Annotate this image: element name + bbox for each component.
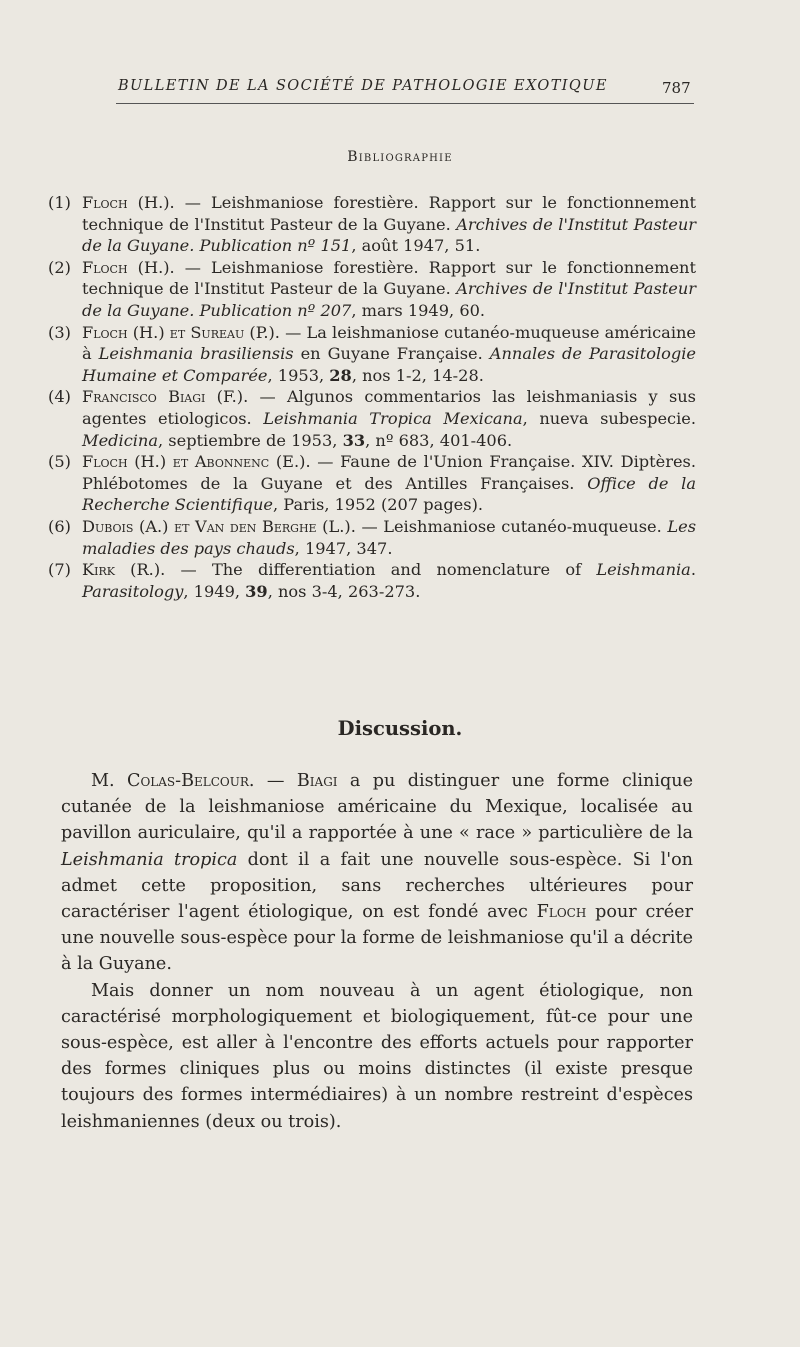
reference-journal: Parasitology bbox=[82, 581, 184, 601]
running-head: BULLETIN DE LA SOCIÉTÉ DE PATHOLOGIE EXOTIQUE bbox=[118, 78, 608, 94]
reference-volume: 33 bbox=[342, 430, 366, 450]
cited-author: Biagi bbox=[296, 771, 338, 791]
reference-journal: Office de la Recherche Scientifique bbox=[82, 473, 697, 515]
reference-author: Francisco Biagi (F.). bbox=[82, 387, 249, 407]
species-name: Leishmania tropica bbox=[61, 849, 238, 870]
header-rule bbox=[116, 103, 694, 104]
reference-species: Leishmania bbox=[596, 560, 691, 580]
reference-author: Floch (H.). bbox=[82, 193, 175, 212]
reference-number: (3) bbox=[48, 322, 71, 342]
reference-number: (2) bbox=[48, 257, 71, 277]
reference-item bbox=[48, 559, 696, 602]
reference-text: Kirk (R.). — The differentiation and nomenclature of Leishmania. Parasitology, 1949, 39, nos 3-4, 263-273. bbox=[82, 560, 696, 601]
reference-text: Francisco Biagi (F.). — Algunos commentarios las leishmaniasis y sus agentes etiologicos. Leishmania Tropica Mexicana, nueva subespecie. Medicina, septiembre de 1953, 33, nº 683, 401-406. bbox=[82, 387, 697, 450]
reference-text: Floch (H.). — Leishmaniose forestière. Rapport sur le fonctionnement technique de l'Institut Pasteur de la Guyane. Archives de l'Institut Pasteur de la Guyane. Publication nº 151, août 1947, 51. bbox=[82, 193, 696, 256]
reference-species: Leishmania brasiliensis bbox=[98, 344, 294, 364]
reference-item bbox=[48, 322, 696, 387]
reference-number: (7) bbox=[48, 560, 71, 580]
reference-number: (1) bbox=[48, 193, 71, 212]
reference-item bbox=[48, 257, 696, 322]
reference-author: Floch (H.) et Sureau (P.). bbox=[82, 322, 280, 342]
reference-volume: 28 bbox=[329, 365, 352, 385]
reference-author: Floch (H.) et Abonnenc (E.). bbox=[82, 452, 311, 472]
reference-journal: Medicina bbox=[82, 430, 159, 450]
reference-list bbox=[48, 192, 696, 602]
reference-text: Dubois (A.) et Van den Berghe (L.). — Leishmaniose cutanéo-muqueuse. Les maladies des pays chauds, 1947, 347. bbox=[82, 516, 696, 558]
page-number: 787 bbox=[662, 79, 691, 97]
reference-number: (6) bbox=[48, 516, 71, 536]
reference-text: Floch (H.) et Sureau (P.). — La leishmaniose cutanéo-muqueuse américaine à Leishmania brasiliensis en Guyane Française. Annales de Parasitologie Humaine et Comparée, 1953, 28, nos 1-2, 14-28. bbox=[82, 322, 697, 385]
reference-text: Floch (H.) et Abonnenc (E.). — Faune de l'Union Française. XIV. Diptères. Phlébotomes de la Guyane et des Antilles Françaises. Office de la Recherche Scientifique, Paris, 1952 (207 pages). bbox=[82, 452, 697, 515]
reference-journal: Annales de Parasitologie Humaine et Comparée bbox=[82, 344, 696, 385]
reference-journal: Les maladies des pays chauds bbox=[82, 516, 696, 558]
bibliography-heading: Bibliographie bbox=[347, 149, 453, 165]
cited-author: Floch bbox=[536, 902, 587, 923]
reference-number: (5) bbox=[48, 452, 71, 472]
reference-species: Leishmania Tropica Mexicana bbox=[263, 408, 523, 428]
discussion-body bbox=[61, 768, 693, 1135]
discussion-paragraph: Mais donner un nom nouveau à un agent étiologique, non caractérisé morphologiquement et biologiquement, fût-ce pour une sous-espèce, est aller à l'encontre des efforts actuels pour rapporter des formes cliniques plus ou moins distinctes (il existe presque toujours des formes intermédiaires) à un nombre restreint d'espèces leishmaniennes (deux ou trois). bbox=[61, 980, 693, 1132]
reference-item bbox=[48, 192, 696, 257]
reference-author: Kirk (R.). bbox=[82, 560, 166, 580]
reference-text: Floch (H.). — Leishmaniose forestière. Rapport sur le fonctionnement technique de l'Institut Pasteur de la Guyane. Archives de l'Institut Pasteur de la Guyane. Publication nº 207, mars 1949, 60. bbox=[82, 257, 696, 320]
reference-volume: 39 bbox=[245, 581, 268, 601]
reference-item bbox=[48, 516, 696, 559]
speaker-name: M. Colas-Belcour. bbox=[91, 771, 255, 791]
reference-item bbox=[48, 386, 696, 451]
discussion-paragraph: M. Colas-Belcour. — Biagi a pu distinguer une forme clinique cutanée de la leishmaniose américaine du Mexique, localisée au pavillon auriculaire, qu'il a rapportée à une « race » particulière de la Leishmania tropica dont il a fait une nouvelle sous-espèce. Si l'on admet cette proposition, sans recherches ultérieures pour caractériser l'agent étiologique, on est fondé avec Floch pour créer une nouvelle sous-espèce pour la forme de leishmaniose qu'il a décrite à la Guyane. bbox=[61, 771, 694, 975]
reference-item bbox=[48, 451, 696, 516]
reference-number: (4) bbox=[48, 387, 71, 407]
reference-author: Dubois (A.) et Van den Berghe (L.). bbox=[82, 516, 356, 536]
reference-journal: Archives de l'Institut Pasteur de la Guyane. Publication nº 207 bbox=[82, 279, 696, 320]
reference-journal: Archives de l'Institut Pasteur de la Guyane. Publication nº 151 bbox=[82, 214, 696, 256]
reference-author: Floch (H.). bbox=[82, 257, 175, 277]
discussion-heading: Discussion. bbox=[337, 717, 463, 740]
